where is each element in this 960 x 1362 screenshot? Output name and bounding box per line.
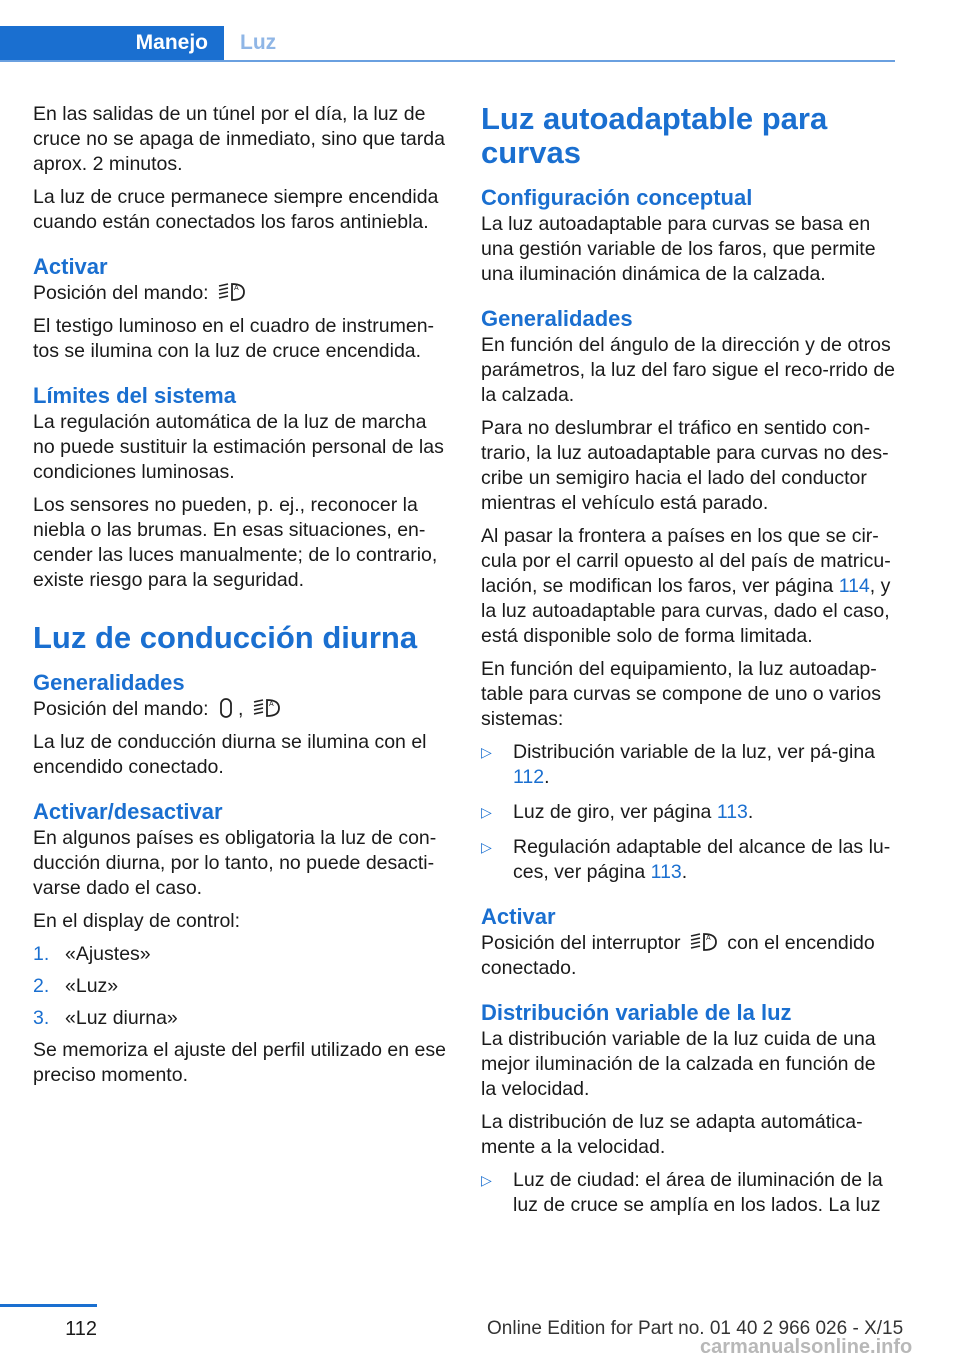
limites-heading: Límites del sistema bbox=[33, 383, 236, 408]
dist-list bbox=[481, 1168, 896, 1218]
general-paragraph-4: En función del equipamiento, la luz autoadap‐table para curvas se compone de uno o varios sistemas: bbox=[481, 658, 881, 730]
general-paragraph-2: Para no deslumbrar el tráfico en sentido con‐trario, la luz autoadaptable para curvas no des‐cribe un semigiro hacia el lado del conductor mientras el vehículo está parado. bbox=[481, 417, 889, 514]
list-item bbox=[481, 740, 896, 790]
concept-paragraph: La luz autoadaptable para curvas se basa en una gestión variable de los faros, que permite una iluminación dinámica de la calzada. bbox=[481, 213, 876, 285]
list-item bbox=[33, 942, 448, 967]
activar-heading: Activar bbox=[33, 254, 108, 279]
auto-light-icon bbox=[217, 281, 247, 303]
systems-list bbox=[481, 740, 896, 885]
generalidades-position-line bbox=[33, 697, 448, 722]
limites-paragraph-1: La regulación automática de la luz de marcha no puede sustituir la estimación personal de las condiciones luminosas. bbox=[33, 411, 444, 483]
watermark: carmanualsonline.info bbox=[700, 1336, 913, 1358]
general-p3-text-b: , y la luz autoadaptable para curvas, dado el caso, está disponible solo de forma limitada. bbox=[481, 575, 891, 647]
triangle-bullet-icon: ▷ bbox=[481, 804, 492, 820]
step-text: «Luz diurna» bbox=[65, 1007, 178, 1029]
system-end: . bbox=[747, 801, 754, 823]
section-tab[interactable]: Luz bbox=[240, 31, 277, 54]
system-text bbox=[513, 835, 896, 885]
step-text: «Ajustes» bbox=[65, 943, 151, 965]
system-end: . bbox=[681, 861, 688, 883]
svg-text:A: A bbox=[268, 701, 274, 708]
footer-divider bbox=[0, 1304, 97, 1307]
concept-heading: Configuración conceptual bbox=[481, 185, 753, 210]
list-item bbox=[481, 800, 896, 825]
left-column bbox=[33, 102, 448, 1096]
activar-position-line bbox=[33, 281, 448, 306]
page-number: 112 bbox=[65, 1318, 97, 1340]
auto-light-icon bbox=[252, 697, 282, 719]
generalidades-separator: , bbox=[238, 698, 244, 720]
triangle-bullet-icon: ▷ bbox=[481, 744, 492, 760]
right-column bbox=[481, 102, 896, 1228]
page-link-112[interactable]: 112 bbox=[513, 766, 545, 788]
activar-right-text-a: Posición del interruptor bbox=[481, 932, 681, 954]
activar-paragraph: El testigo luminoso en el cuadro de instrumen‐tos se ilumina con la luz de cruce encendida. bbox=[33, 315, 435, 362]
generalidades-position-label: Posición del mando: bbox=[33, 698, 209, 720]
system-label: Regulación adaptable del alcance de las lu‐ces, ver página bbox=[513, 836, 891, 883]
actdes-paragraph-1: En algunos países es obligatoria la luz de con‐ducción diurna, por lo tanto, no puede desacti‐varse dado el caso. bbox=[33, 827, 437, 899]
settings-steps-list bbox=[33, 942, 448, 1031]
general-heading: Generalidades bbox=[481, 306, 633, 331]
triangle-bullet-icon: ▷ bbox=[481, 839, 492, 855]
step-number: 1. bbox=[33, 943, 50, 965]
page-link-114[interactable]: 114 bbox=[838, 575, 870, 597]
dist-bullet-text: Luz de ciudad: el área de iluminación de la luz de cruce se amplía en los lados. La luz bbox=[513, 1169, 883, 1216]
list-item bbox=[33, 974, 448, 999]
limites-paragraph-2: Los sensores no pueden, p. ej., reconocer la niebla o las brumas. En esas situaciones, en‐cender las luces manualmente; de lo contrario, existe riesgo para la seguridad. bbox=[33, 494, 438, 591]
activar-right-text-b: con el encendido conectado. bbox=[481, 932, 875, 979]
step-number: 3. bbox=[33, 1007, 50, 1029]
triangle-bullet-icon: ▷ bbox=[481, 1172, 492, 1188]
dist-paragraph-1: La distribución variable de la luz cuida de una mejor iluminación de la calzada en función de la velocidad. bbox=[481, 1028, 876, 1100]
intro-paragraph-1: En las salidas de un túnel por el día, la luz de cruce no se apaga de inmediato, sino que tarda aprox. 2 minutos. bbox=[33, 103, 445, 175]
step-number: 2. bbox=[33, 975, 50, 997]
adaptive-section-title: Luz autoadaptable para curvas bbox=[481, 101, 828, 170]
general-paragraph-1: En función del ángulo de la dirección y de otros parámetros, la luz del faro sigue el reco‐rrido de la calzada. bbox=[481, 334, 896, 406]
drl-section-title: Luz de conducción diurna bbox=[33, 620, 418, 655]
activar-right-paragraph bbox=[481, 931, 896, 981]
general-p3-text-a: Al pasar la frontera a países en los que se cir‐cula por el carril opuesto al del país de matricu‐lación, se modifican los faros, ver página bbox=[481, 525, 891, 597]
edition-note: Online Edition for Part no. 01 40 2 966 026 - X/15 bbox=[487, 1318, 904, 1339]
dist-paragraph-2: La distribución de luz se adapta automática‐mente a la velocidad. bbox=[481, 1111, 863, 1158]
system-end: . bbox=[544, 766, 550, 788]
page-link-113[interactable]: 113 bbox=[650, 861, 682, 883]
activar-right-heading: Activar bbox=[481, 904, 556, 929]
actdes-paragraph-2: En el display de control: bbox=[33, 910, 241, 932]
system-label: Distribución variable de la luz, ver pá‐gina bbox=[513, 741, 876, 763]
general-paragraph-3 bbox=[481, 524, 896, 649]
page-link-113[interactable]: 113 bbox=[716, 801, 748, 823]
system-text bbox=[513, 800, 753, 825]
system-label: Luz de giro, ver página bbox=[513, 801, 717, 823]
step-text: «Luz» bbox=[65, 975, 119, 997]
chapter-tab[interactable]: Manejo bbox=[0, 26, 224, 60]
list-item bbox=[481, 835, 896, 885]
auto-light-icon bbox=[689, 931, 719, 953]
page-header bbox=[0, 26, 895, 62]
list-item bbox=[481, 1168, 896, 1218]
dist-heading: Distribución variable de la luz bbox=[481, 1000, 792, 1025]
system-text bbox=[513, 740, 896, 790]
header-divider bbox=[0, 60, 895, 62]
activar-position-label: Posición del mando: bbox=[33, 282, 209, 304]
generalidades-heading: Generalidades bbox=[33, 670, 185, 695]
actdes-heading: Activar/desactivar bbox=[33, 799, 223, 824]
svg-text:A: A bbox=[705, 935, 711, 942]
intro-paragraph-2: La luz de cruce permanece siempre encendida cuando están conectados los faros antiniebla. bbox=[33, 186, 439, 233]
list-item bbox=[33, 1006, 448, 1031]
switch-off-icon bbox=[217, 697, 235, 719]
closing-paragraph: Se memoriza el ajuste del perfil utilizado en ese preciso momento. bbox=[33, 1039, 446, 1086]
svg-text:A: A bbox=[234, 285, 239, 292]
generalidades-paragraph: La luz de conducción diurna se ilumina con el encendido conectado. bbox=[33, 731, 427, 778]
